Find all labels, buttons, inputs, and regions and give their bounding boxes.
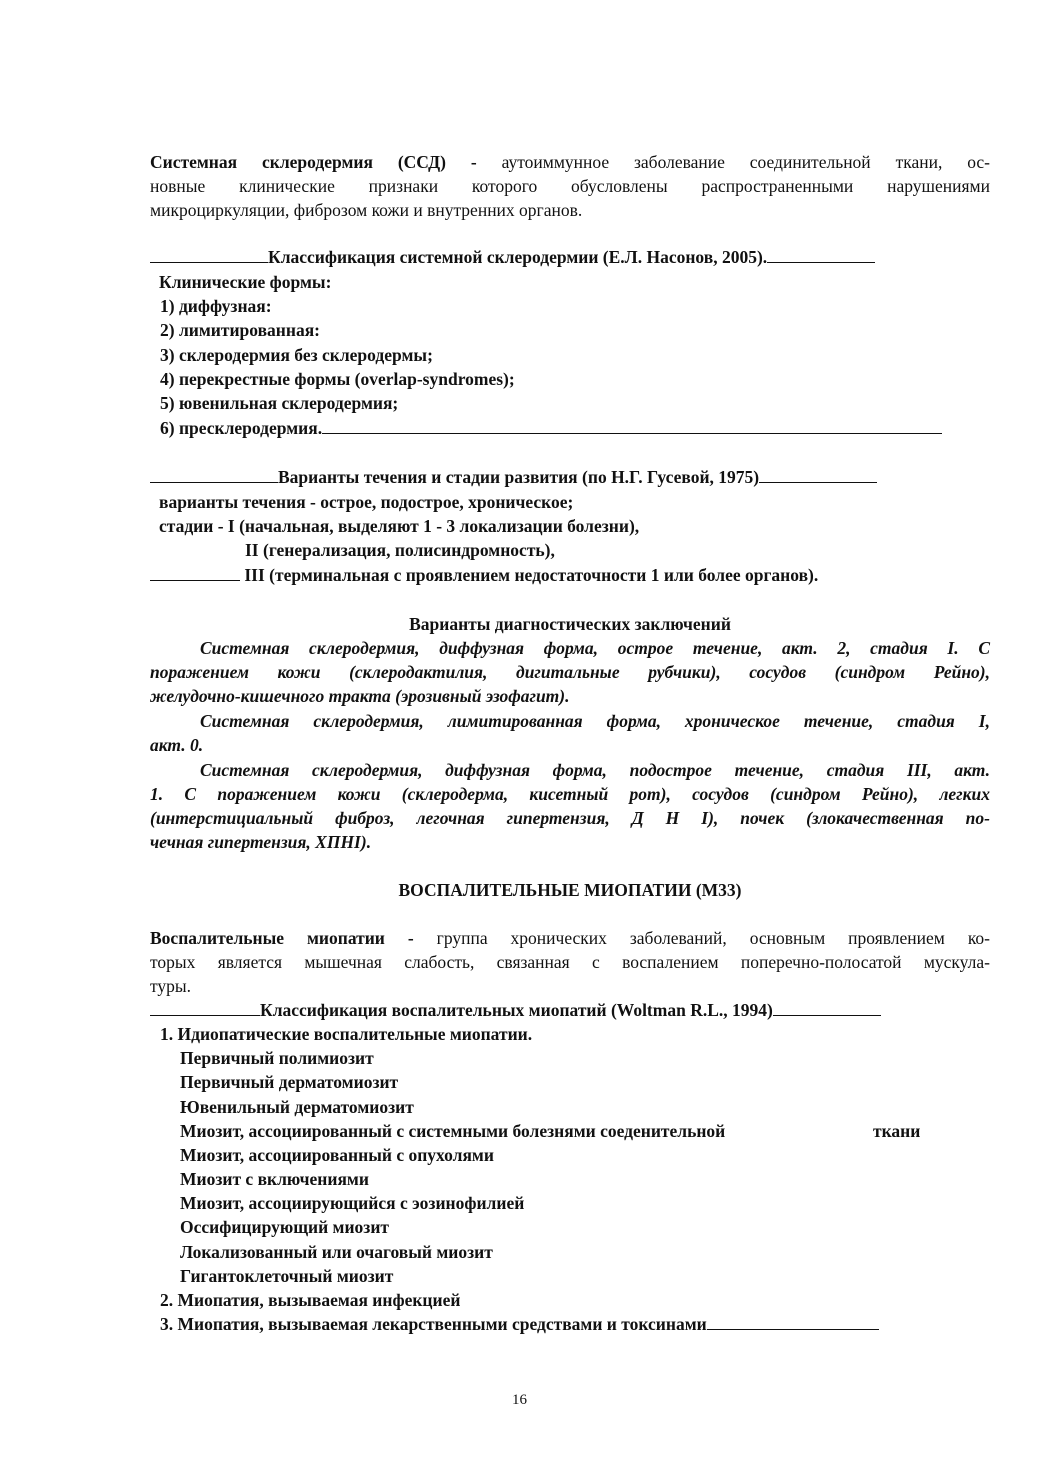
ssd-definition-text: аутоиммунное заболевание соединительной ткани, ос- bbox=[501, 152, 991, 172]
diagnosis-example-2-line-2: акт. 0. bbox=[150, 735, 204, 755]
myopathy-subitem: Ювенильный дерматомиозит bbox=[180, 1097, 414, 1117]
clinical-form-item: 1) диффузная: bbox=[160, 296, 272, 316]
diagnosis-example-1-line-2: поражением кожи (склеродактилия, дигитальные рубчики), сосудов (синдром Рейно), bbox=[150, 662, 990, 682]
rule bbox=[707, 1315, 879, 1330]
myopathy-heading: ВОСПАЛИТЕЛЬНЫЕ МИОПАТИИ (М33) bbox=[398, 880, 742, 900]
stage-1: стадии - I (начальная, выделяют 1 - 3 локализации болезни), bbox=[159, 516, 640, 536]
ssd-classification-title-text: Классификация системной склеродермии (Е.Л. Насонов, 2005). bbox=[268, 247, 768, 267]
myopathy-subitem bbox=[180, 1119, 725, 1143]
diagnosis-title: Варианты диагностических заключений bbox=[409, 614, 731, 634]
myopathy-subitem: Гигантоклеточный миозит bbox=[180, 1266, 394, 1286]
myopathy-item-3-line bbox=[160, 1312, 879, 1336]
rule bbox=[150, 566, 240, 581]
myopathy-subitem: Первичный полимиозит bbox=[180, 1048, 374, 1068]
diagnosis-example-1-line-1: Системная склеродермия, диффузная форма, острое течение, акт. 2, стадия I. С bbox=[200, 638, 990, 658]
myopathy-definition-line-1 bbox=[150, 926, 990, 950]
myopathy-item-3: 3. Миопатия, вызываемая лекарственными средствами и токсинами bbox=[160, 1314, 707, 1334]
myopathy-subitem: Первичный дерматомиозит bbox=[180, 1072, 399, 1092]
clinical-form-item-text: 6) пресклеродермия. bbox=[160, 418, 323, 438]
clinical-form-item: 4) перекрестные формы (overlap-syndromes); bbox=[160, 369, 515, 389]
ssd-definition-line-2: новные клинические признаки которого обусловлены распространенными нарушениями bbox=[150, 176, 990, 196]
myopathy-subitem: Миозит, ассоциирующийся с эозинофилией bbox=[180, 1193, 525, 1213]
course-stages-title bbox=[150, 465, 877, 489]
myopathy-classification-title bbox=[150, 998, 881, 1022]
myopathy-subitem: Миозит, ассоциированный с опухолями bbox=[180, 1145, 494, 1165]
myopathy-definition-line-2: торых является мышечная слабость, связанная с воспалением поперечно-полосатой мускула- bbox=[150, 952, 990, 972]
stage-3-line bbox=[150, 563, 818, 587]
clinical-form-item: 5) ювенильная склеродермия; bbox=[160, 393, 399, 413]
clinical-form-item-last bbox=[160, 416, 942, 440]
clinical-forms-heading: Клинические формы: bbox=[159, 272, 332, 292]
rule bbox=[150, 468, 278, 483]
ssd-definition-line-3: микроциркуляции, фиброзом кожи и внутренних органов. bbox=[150, 200, 583, 220]
stage-2: II (генерализация, полисиндромность), bbox=[245, 540, 555, 560]
ssd-definition-line-1 bbox=[150, 150, 990, 174]
diagnosis-example-2-line-1: Системная склеродермия, лимитированная форма, хроническое течение, стадия I, bbox=[200, 711, 990, 731]
course-variants: варианты течения - острое, подострое, хроническое; bbox=[159, 492, 574, 512]
myopathy-subitem-text: Миозит, ассоциированный с системными болезнями соеденительной bbox=[180, 1121, 726, 1141]
rule bbox=[150, 248, 268, 263]
myopathy-classification-title-text: Классификация воспалительных миопатий (Woltman R.L., 1994) bbox=[260, 1000, 773, 1020]
myopathy-definition-line-3: туры. bbox=[150, 976, 192, 996]
myopathy-item-1: 1. Идиопатические воспалительные миопатии. bbox=[160, 1024, 533, 1044]
clinical-form-item: 2) лимитированная: bbox=[160, 320, 320, 340]
course-stages-title-text: Варианты течения и стадии развития (по Н.Г. Гусевой, 1975) bbox=[278, 467, 760, 487]
rule bbox=[322, 419, 942, 434]
diagnosis-example-3-line-4: чечная гипертензия, ХПНI). bbox=[150, 832, 372, 852]
myopathy-term: Воспалительные миопатии - bbox=[150, 928, 414, 948]
diagnosis-example-3-line-3: (интерстициальный фиброз, легочная гипертензия, Д Н I), почек (злокачественная по- bbox=[150, 808, 990, 828]
rule bbox=[759, 468, 877, 483]
myopathy-subitem: Оссифицирующий миозит bbox=[180, 1217, 389, 1237]
myopathy-item-2: 2. Миопатия, вызываемая инфекцией bbox=[160, 1290, 461, 1310]
myopathy-subitem: Локализованный или очаговый миозит bbox=[180, 1242, 493, 1262]
ssd-classification-title bbox=[150, 245, 875, 269]
rule bbox=[150, 1001, 260, 1016]
diagnosis-example-3-line-1: Системная склеродермия, диффузная форма, подострое течение, стадия III, акт. bbox=[200, 760, 990, 780]
rule bbox=[767, 248, 875, 263]
page-number: 16 bbox=[512, 1392, 527, 1408]
rule bbox=[773, 1001, 881, 1016]
ssd-term: Системная склеродермия (ССД) - bbox=[150, 152, 477, 172]
clinical-form-item: 3) склеродермия без склеродермы; bbox=[160, 345, 433, 365]
diagnosis-example-1-line-3: желудочно-кишечного тракта (эрозивный эзофагит). bbox=[150, 686, 570, 706]
myopathy-definition-text: группа хронических заболеваний, основным проявлением ко- bbox=[436, 928, 991, 948]
myopathy-subitem: Миозит с включениями bbox=[180, 1169, 369, 1189]
stage-3: III (терминальная с проявлением недостаточности 1 или более органов). bbox=[244, 565, 819, 585]
diagnosis-example-3-line-2: 1. С поражением кожи (склеродерма, кисетный рот), сосудов (синдром Рейно), легких bbox=[150, 784, 990, 804]
myopathy-subitem-tail: ткани bbox=[873, 1121, 921, 1141]
